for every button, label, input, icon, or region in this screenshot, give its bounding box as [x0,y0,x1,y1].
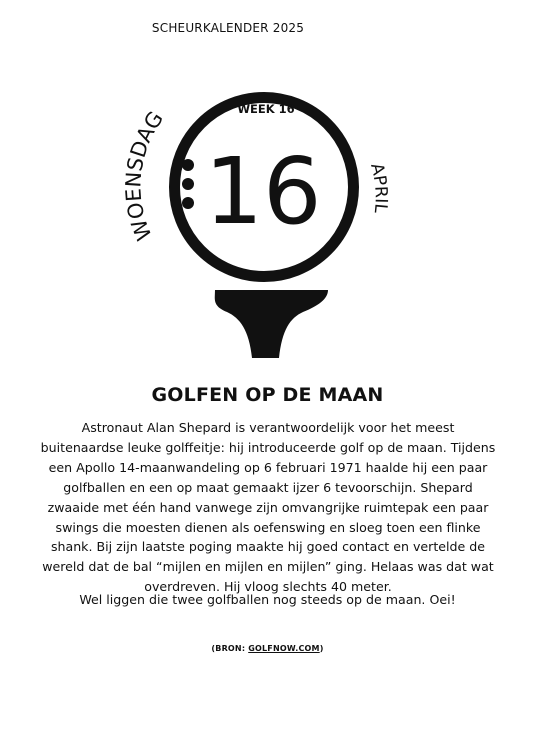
ball-dimple [182,197,194,209]
golf-tee-shape [215,290,328,358]
ball-dimple [182,178,194,190]
week-label: WEEK 16 [237,102,295,116]
weekday-label: WOENSDAG [121,107,169,244]
calendar-title: SCHEURKALENDER 2025 [151,21,305,35]
article-title: GOLFEN OP DE MAAN [151,384,384,406]
article-closing: Wel liggen die twee golfballen nog steeds op de maan. Oei! [79,592,456,607]
source-link[interactable]: GOLFNOW.COM [248,644,320,653]
day-number: 16 [204,138,322,245]
month-label: APRIL [366,161,391,214]
source-prefix: (BRON: [211,644,249,653]
source-note [0,644,535,653]
article-body: Astronaut Alan Shepard is verantwoordelijk voor het meest buitenaardse leuke golffeitje: hij introduceerde golf op de maan. Tijdens een Apollo 14-maanwandeling op 6 februari 1971 haalde hij een paar golfballen en een op maat gemaakt ijzer 6 tevoorschijn. Shepard zwaaide met één hand vanwege zijn omvangrijke ruimtepak een paar swings die moesten dienen als oefenswing en sloeg toen een flinke shank. Bij zijn laatste poging maakte hij goed contact en vertelde de wereld dat de bal “mijlen en mijlen en mijlen” ging. Helaas was dat wat overdreven. Hij vloog slechts 40 meter. [40,420,496,595]
ball-dimple [182,159,194,171]
source-suffix: ) [319,644,324,653]
